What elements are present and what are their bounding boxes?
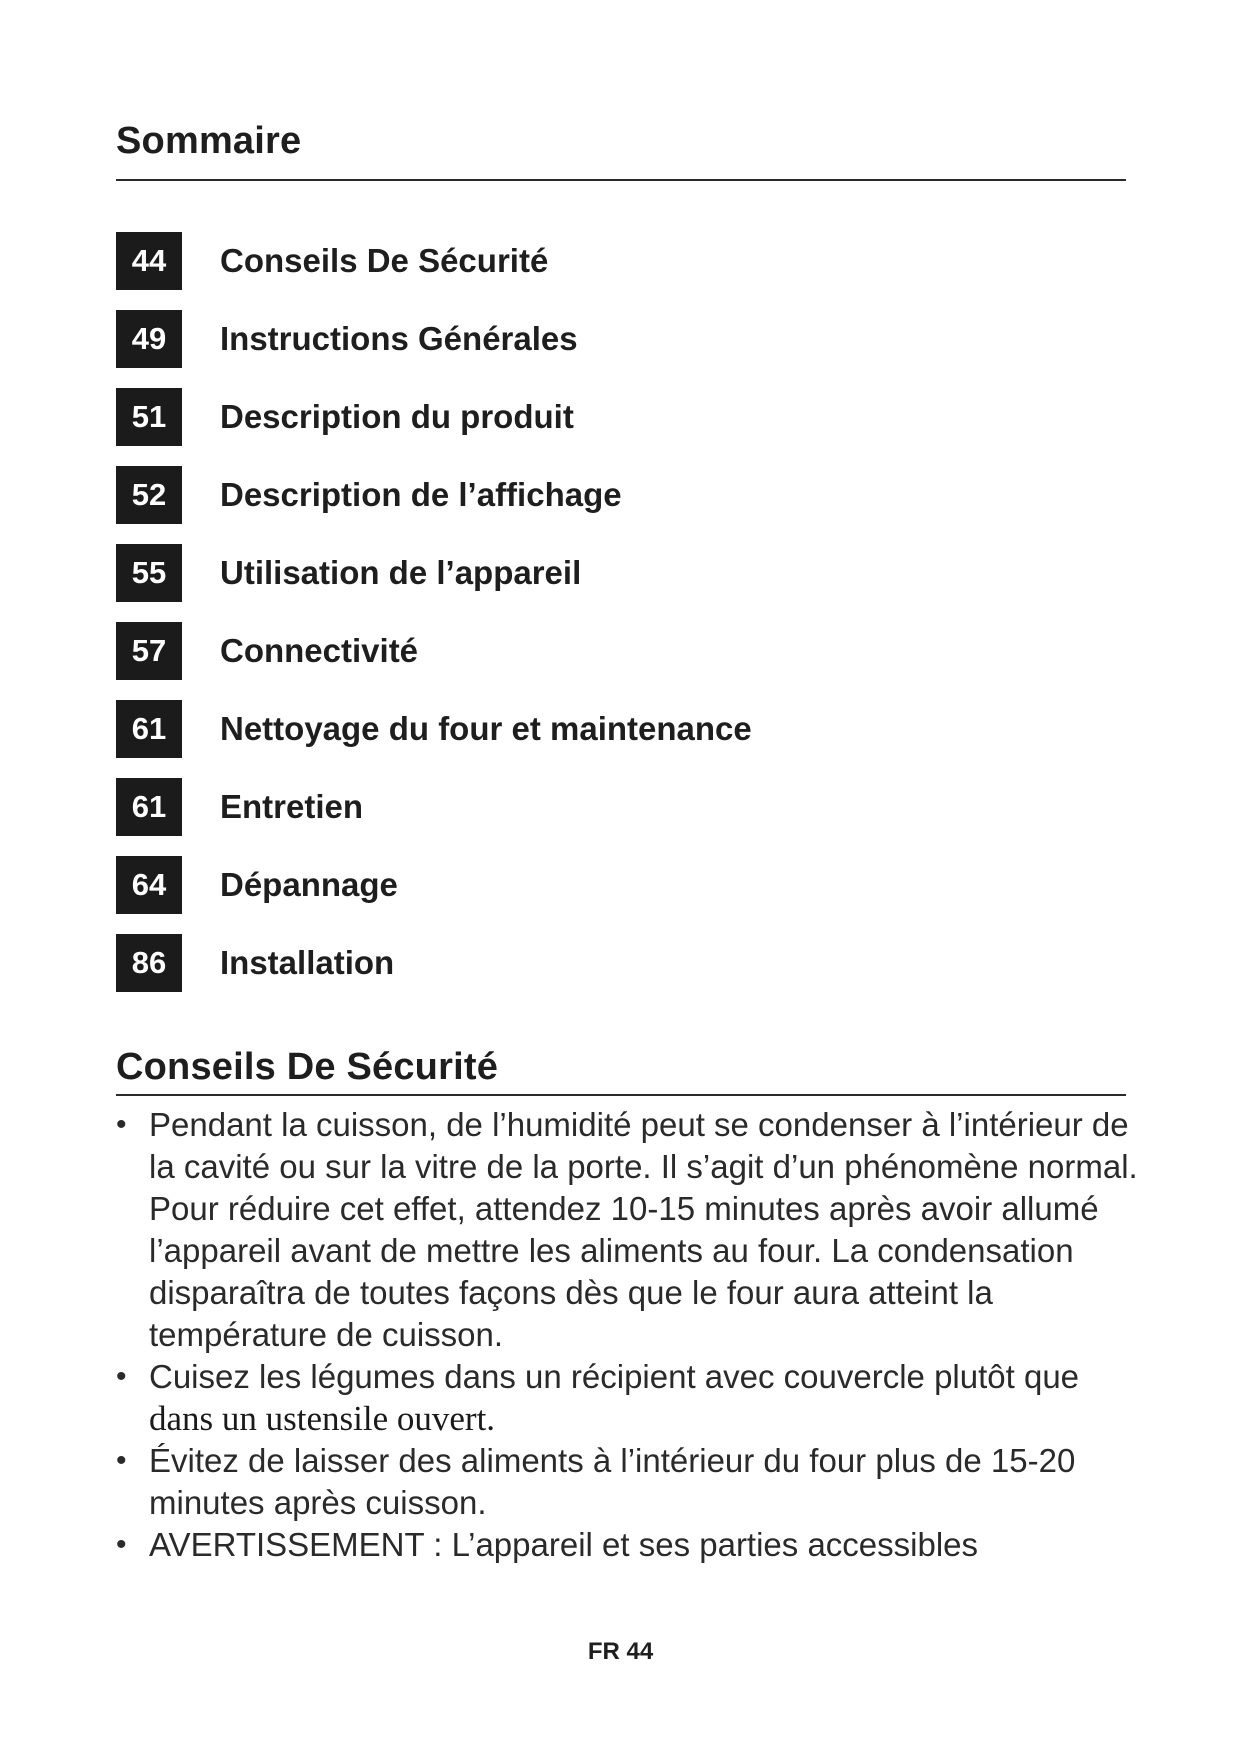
toc-item[interactable] xyxy=(116,388,1116,466)
toc-title: Utilisation de l’appareil xyxy=(220,554,582,591)
section-divider xyxy=(116,1094,1126,1096)
toc-item[interactable] xyxy=(116,622,1116,700)
toc-page-number: 52 xyxy=(116,466,182,524)
toc-item[interactable] xyxy=(116,934,1116,1012)
toc-title: Description du produit xyxy=(220,398,574,435)
bullet-text: AVERTISSEMENT : L’appareil et ses parties accessibles xyxy=(149,1526,979,1563)
toc-page-number: 61 xyxy=(116,700,182,758)
toc-item[interactable] xyxy=(116,466,1116,544)
toc-title: Dépannage xyxy=(220,866,398,903)
bullet-text: Cuisez les légumes dans un récipient avec couvercle plutôt que xyxy=(149,1358,1080,1395)
bullet-text: Pendant la cuisson, de l’humidité peut se condenser à l’intérieur de la cavité ou sur la vitre de la porte. Il s’agit d’un phénomène normal. Pour réduire cet effet, attendez 10-15 minutes après avoir allumé l’appareil avant de mettre les aliments au four. La condensation disparaîtra de toutes façons dès que le four aura atteint la température de cuisson. xyxy=(149,1106,1138,1353)
bullet-icon: • xyxy=(116,1108,127,1141)
toc-item[interactable] xyxy=(116,856,1116,934)
toc-item[interactable] xyxy=(116,778,1116,856)
list-item xyxy=(116,1104,1146,1356)
toc-page-number: 51 xyxy=(116,388,182,446)
toc-page-number: 64 xyxy=(116,856,182,914)
safety-bullet-list xyxy=(116,1104,1146,1566)
bullet-icon: • xyxy=(116,1444,127,1477)
bullet-text: Évitez de laisser des aliments à l’intérieur du four plus de 15-20 minutes après cuisson. xyxy=(149,1442,1076,1521)
bullet-icon: • xyxy=(116,1360,127,1393)
section-heading: Conseils De Sécurité xyxy=(116,1046,499,1088)
list-item xyxy=(116,1524,1146,1566)
toc-item[interactable] xyxy=(116,232,1116,310)
toc-title: Installation xyxy=(220,944,395,981)
toc-divider xyxy=(116,179,1126,181)
bullet-text-continuation: dans un ustensile ouvert. xyxy=(149,1399,496,1438)
toc-item[interactable] xyxy=(116,700,1116,778)
bullet-icon: • xyxy=(116,1528,127,1561)
toc-item[interactable] xyxy=(116,310,1116,388)
toc-title: Connectivité xyxy=(220,632,419,669)
toc-page-number: 61 xyxy=(116,778,182,836)
toc-title: Entretien xyxy=(220,788,364,825)
toc-page-number: 49 xyxy=(116,310,182,368)
toc-page-number: 55 xyxy=(116,544,182,602)
list-item xyxy=(116,1440,1146,1524)
toc-item[interactable] xyxy=(116,544,1116,622)
toc-title: Conseils De Sécurité xyxy=(220,242,549,279)
page-footer-number: FR 44 xyxy=(587,1638,654,1665)
toc-page-number: 86 xyxy=(116,934,182,992)
toc-list xyxy=(116,232,1116,1012)
toc-page-number: 57 xyxy=(116,622,182,680)
toc-title: Description de l’affichage xyxy=(220,476,622,513)
toc-page-number: 44 xyxy=(116,232,182,290)
toc-title: Nettoyage du four et maintenance xyxy=(220,710,752,747)
toc-heading: Sommaire xyxy=(116,120,302,162)
toc-title: Instructions Générales xyxy=(220,320,578,357)
list-item xyxy=(116,1356,1146,1440)
